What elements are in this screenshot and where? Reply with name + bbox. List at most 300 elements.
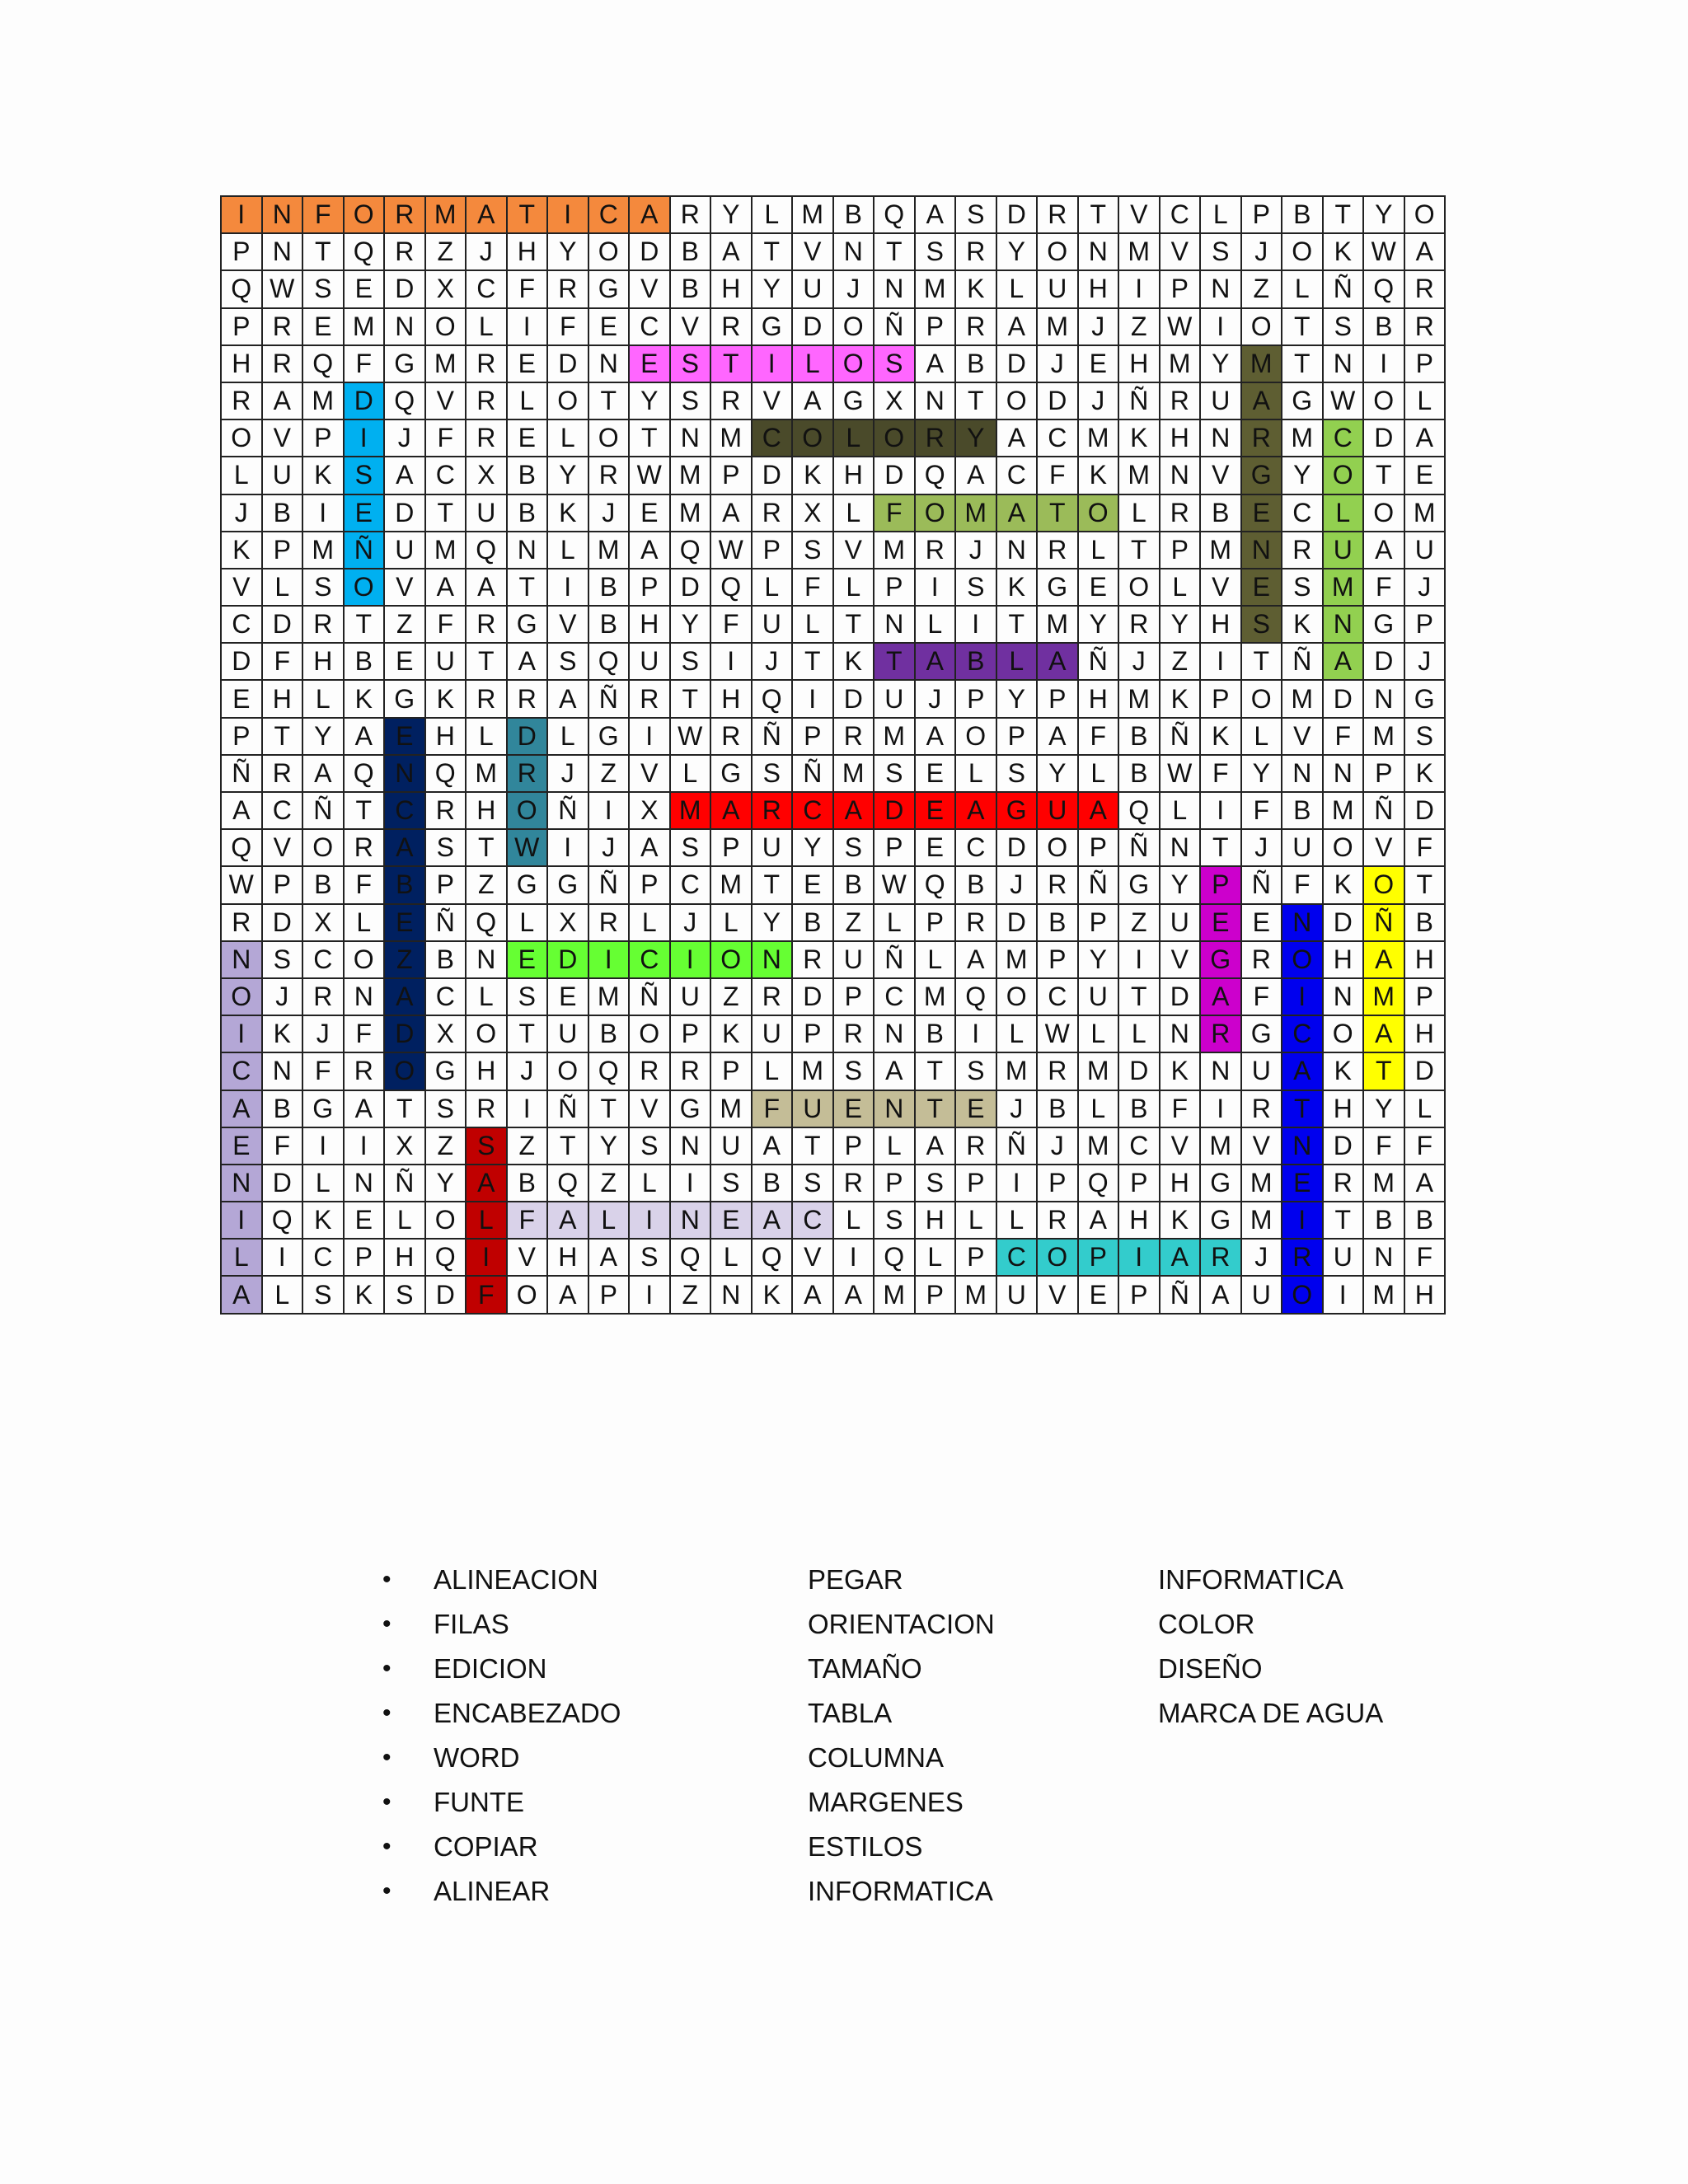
grid-cell: J — [1037, 1127, 1078, 1165]
grid-cell: U — [466, 494, 507, 532]
bullet-icon: • — [382, 1699, 392, 1727]
grid-row — [221, 1276, 1445, 1313]
grid-cell: B — [955, 345, 996, 382]
grid-cell: D — [1363, 419, 1404, 457]
grid-cell: L — [1160, 569, 1201, 606]
grid-cell: I — [1118, 1239, 1160, 1276]
grid-cell: K — [1160, 1202, 1201, 1239]
grid-cell: F — [344, 345, 385, 382]
grid-cell: L — [792, 606, 833, 643]
grid-cell: V — [547, 606, 588, 643]
grid-cell: B — [1404, 904, 1446, 941]
grid-cell: H — [629, 606, 670, 643]
grid-cell: P — [1078, 829, 1119, 866]
grid-cell: I — [1363, 345, 1404, 382]
grid-cell: A — [915, 345, 956, 382]
grid-cell: L — [996, 270, 1038, 307]
grid-cell: L — [1241, 718, 1282, 755]
grid-cell: B — [1200, 494, 1241, 532]
grid-cell: T — [425, 494, 467, 532]
grid-cell: S — [833, 1052, 874, 1090]
grid-cell: L — [874, 1127, 915, 1165]
grid-cell: O — [629, 1015, 670, 1052]
grid-cell: C — [1282, 1015, 1323, 1052]
grid-cell: H — [710, 270, 752, 307]
grid-cell: H — [1160, 1165, 1201, 1202]
grid-cell: B — [1037, 1090, 1078, 1127]
grid-cell: A — [629, 532, 670, 569]
grid-cell: I — [221, 1202, 262, 1239]
grid-cell: D — [344, 382, 385, 419]
grid-cell: R — [344, 1052, 385, 1090]
grid-cell: I — [344, 1127, 385, 1165]
grid-cell: H — [1078, 270, 1119, 307]
grid-cell: G — [507, 606, 548, 643]
grid-cell: Ñ — [1078, 643, 1119, 680]
grid-row — [221, 196, 1445, 233]
grid-cell: P — [1200, 866, 1241, 903]
grid-cell: I — [1282, 1202, 1323, 1239]
grid-cell: P — [1037, 680, 1078, 717]
word-list-item: • ENCABEZADO — [377, 1691, 621, 1736]
grid-cell: Y — [302, 718, 344, 755]
grid-cell: N — [1078, 233, 1119, 270]
grid-cell: K — [344, 1276, 385, 1313]
grid-cell: E — [629, 494, 670, 532]
grid-cell: K — [1078, 457, 1119, 494]
grid-cell: D — [507, 718, 548, 755]
grid-cell: P — [1078, 1239, 1119, 1276]
grid-row — [221, 718, 1445, 755]
grid-cell: O — [302, 829, 344, 866]
grid-cell: A — [915, 196, 956, 233]
grid-row — [221, 829, 1445, 866]
grid-cell: R — [262, 755, 303, 792]
grid-cell: L — [466, 308, 507, 345]
grid-cell: L — [752, 196, 793, 233]
grid-cell: L — [792, 345, 833, 382]
grid-cell: H — [221, 345, 262, 382]
grid-cell: M — [1200, 1127, 1241, 1165]
grid-cell: E — [1078, 569, 1119, 606]
grid-cell: L — [874, 904, 915, 941]
grid-cell: M — [588, 978, 630, 1015]
grid-cell: O — [547, 1052, 588, 1090]
word-list-item: INFORMATICA — [1158, 1564, 1343, 1595]
grid-cell: V — [670, 308, 711, 345]
grid-cell: C — [996, 1239, 1038, 1276]
grid-cell: H — [1118, 345, 1160, 382]
grid-cell: R — [302, 606, 344, 643]
grid-cell: N — [1282, 904, 1323, 941]
grid-row — [221, 1127, 1445, 1165]
grid-cell: I — [507, 308, 548, 345]
grid-cell: Q — [425, 755, 467, 792]
grid-cell: Q — [344, 233, 385, 270]
grid-cell: U — [1241, 1052, 1282, 1090]
grid-cell: R — [262, 345, 303, 382]
grid-cell: R — [1118, 606, 1160, 643]
grid-cell: I — [588, 792, 630, 829]
grid-cell: H — [1323, 1090, 1364, 1127]
grid-cell: H — [384, 1239, 425, 1276]
grid-cell: R — [221, 382, 262, 419]
grid-cell: P — [344, 1239, 385, 1276]
grid-cell: G — [1241, 457, 1282, 494]
grid-row — [221, 1090, 1445, 1127]
grid-cell: N — [221, 941, 262, 978]
word-list-item: TAMAÑO — [808, 1653, 922, 1684]
grid-cell: J — [1037, 345, 1078, 382]
grid-cell: S — [710, 1165, 752, 1202]
grid-cell: B — [670, 270, 711, 307]
grid-cell: Y — [588, 1127, 630, 1165]
grid-cell: S — [1200, 233, 1241, 270]
grid-cell: Ñ — [1241, 866, 1282, 903]
grid-cell: N — [588, 345, 630, 382]
grid-cell: L — [955, 1202, 996, 1239]
grid-cell: Z — [384, 606, 425, 643]
grid-cell: A — [384, 829, 425, 866]
grid-cell: O — [1363, 494, 1404, 532]
bullet-icon: • — [382, 1566, 392, 1593]
grid-cell: N — [384, 308, 425, 345]
grid-cell: N — [670, 1202, 711, 1239]
grid-cell: O — [792, 419, 833, 457]
grid-cell: P — [915, 904, 956, 941]
grid-cell: L — [547, 419, 588, 457]
grid-cell: I — [1200, 1090, 1241, 1127]
grid-cell: Y — [710, 196, 752, 233]
grid-cell: Ñ — [1118, 829, 1160, 866]
grid-cell: P — [833, 1127, 874, 1165]
word-list-item: • EDICION — [377, 1647, 621, 1691]
grid-cell: R — [915, 419, 956, 457]
word-list-column-3 — [1158, 1558, 1383, 1736]
grid-cell: T — [1282, 1090, 1323, 1127]
grid-cell: K — [302, 457, 344, 494]
grid-row — [221, 532, 1445, 569]
grid-cell: T — [752, 866, 793, 903]
grid-cell: Z — [1160, 643, 1201, 680]
grid-cell: Z — [1118, 308, 1160, 345]
grid-cell: R — [1241, 941, 1282, 978]
grid-cell: U — [996, 1276, 1038, 1313]
grid-cell: H — [302, 643, 344, 680]
grid-cell: A — [915, 718, 956, 755]
grid-cell: M — [792, 1052, 833, 1090]
grid-cell: X — [466, 457, 507, 494]
grid-cell: S — [1282, 569, 1323, 606]
grid-cell: Y — [955, 419, 996, 457]
grid-cell: R — [425, 792, 467, 829]
grid-cell: N — [1200, 270, 1241, 307]
grid-cell: Y — [1241, 755, 1282, 792]
grid-cell: O — [466, 1015, 507, 1052]
grid-cell: Z — [588, 755, 630, 792]
grid-cell: S — [752, 755, 793, 792]
grid-cell: A — [221, 1090, 262, 1127]
grid-cell: S — [955, 569, 996, 606]
grid-cell: P — [262, 532, 303, 569]
grid-cell: R — [955, 904, 996, 941]
grid-cell: L — [1323, 494, 1364, 532]
grid-cell: L — [262, 569, 303, 606]
grid-cell: Y — [425, 1165, 467, 1202]
grid-cell: K — [752, 1276, 793, 1313]
grid-cell: A — [221, 1276, 262, 1313]
grid-cell: H — [1404, 941, 1446, 978]
grid-cell: J — [547, 755, 588, 792]
grid-cell: U — [752, 829, 793, 866]
grid-cell: Z — [507, 1127, 548, 1165]
grid-cell: B — [262, 494, 303, 532]
grid-cell: M — [710, 866, 752, 903]
grid-cell: M — [1363, 978, 1404, 1015]
grid-cell: N — [874, 1090, 915, 1127]
grid-cell: A — [1160, 1239, 1201, 1276]
grid-cell: H — [425, 718, 467, 755]
grid-cell: Q — [752, 1239, 793, 1276]
grid-cell: M — [1037, 308, 1078, 345]
grid-cell: N — [1160, 457, 1201, 494]
grid-cell: D — [384, 270, 425, 307]
grid-cell: F — [1363, 1127, 1404, 1165]
grid-cell: G — [1241, 1015, 1282, 1052]
grid-cell: C — [792, 792, 833, 829]
word-list-item: ORIENTACION — [808, 1609, 995, 1639]
grid-cell: A — [344, 1090, 385, 1127]
grid-cell: Z — [425, 233, 467, 270]
grid-cell: S — [262, 941, 303, 978]
grid-cell: U — [710, 1127, 752, 1165]
grid-cell: K — [833, 643, 874, 680]
grid-cell: M — [955, 494, 996, 532]
grid-cell: G — [670, 1090, 711, 1127]
grid-cell: Q — [302, 345, 344, 382]
grid-cell: H — [710, 680, 752, 717]
grid-cell: R — [1241, 419, 1282, 457]
grid-cell: V — [1160, 941, 1201, 978]
grid-cell: U — [1037, 270, 1078, 307]
grid-cell: T — [1323, 1202, 1364, 1239]
grid-cell: T — [833, 606, 874, 643]
grid-cell: N — [1363, 1239, 1404, 1276]
grid-cell: B — [507, 1165, 548, 1202]
grid-cell: E — [588, 308, 630, 345]
grid-cell: X — [425, 1015, 467, 1052]
grid-cell: M — [302, 532, 344, 569]
grid-cell: J — [384, 419, 425, 457]
grid-cell: O — [996, 978, 1038, 1015]
grid-cell: W — [670, 718, 711, 755]
grid-cell: P — [629, 866, 670, 903]
grid-cell: F — [302, 196, 344, 233]
grid-cell: H — [1404, 1276, 1446, 1313]
grid-cell: P — [752, 532, 793, 569]
grid-cell: S — [670, 345, 711, 382]
grid-cell: T — [752, 233, 793, 270]
grid-cell: B — [1118, 755, 1160, 792]
grid-cell: N — [710, 1276, 752, 1313]
grid-cell: C — [384, 792, 425, 829]
grid-cell: Y — [1363, 1090, 1404, 1127]
grid-cell: O — [1363, 382, 1404, 419]
grid-cell: B — [1118, 1090, 1160, 1127]
grid-cell: O — [1241, 680, 1282, 717]
grid-cell: S — [792, 1165, 833, 1202]
grid-cell: P — [1241, 196, 1282, 233]
grid-cell: J — [262, 978, 303, 1015]
grid-cell: M — [302, 382, 344, 419]
grid-cell: P — [425, 866, 467, 903]
grid-cell: Q — [710, 569, 752, 606]
grid-cell: E — [1241, 904, 1282, 941]
grid-cell: A — [915, 643, 956, 680]
grid-cell: L — [915, 941, 956, 978]
grid-cell: U — [833, 941, 874, 978]
grid-cell: O — [1037, 1239, 1078, 1276]
grid-cell: N — [670, 1127, 711, 1165]
grid-cell: W — [1037, 1015, 1078, 1052]
grid-cell: N — [1323, 606, 1364, 643]
grid-cell: T — [955, 382, 996, 419]
grid-cell: D — [262, 606, 303, 643]
grid-cell: M — [425, 196, 467, 233]
grid-cell: I — [710, 643, 752, 680]
word-list-item: • ALINEAR — [377, 1869, 621, 1914]
grid-cell: Q — [384, 382, 425, 419]
grid-cell: J — [588, 494, 630, 532]
grid-cell: M — [1363, 1165, 1404, 1202]
grid-cell: W — [1160, 308, 1201, 345]
grid-cell: L — [710, 904, 752, 941]
grid-cell: Ñ — [1282, 643, 1323, 680]
grid-cell: A — [1363, 941, 1404, 978]
grid-cell: O — [1363, 866, 1404, 903]
grid-cell: O — [507, 792, 548, 829]
grid-cell: Y — [1037, 755, 1078, 792]
grid-cell: Z — [833, 904, 874, 941]
grid-cell: A — [1241, 382, 1282, 419]
grid-cell: I — [996, 1165, 1038, 1202]
grid-cell: O — [588, 233, 630, 270]
grid-cell: A — [1363, 1015, 1404, 1052]
grid-cell: O — [1323, 829, 1364, 866]
grid-cell: Q — [221, 270, 262, 307]
grid-cell: R — [507, 680, 548, 717]
grid-cell: Ñ — [1363, 792, 1404, 829]
grid-cell: T — [588, 382, 630, 419]
grid-cell: D — [1323, 680, 1364, 717]
grid-cell: Ñ — [221, 755, 262, 792]
bullet-icon: • — [382, 1877, 392, 1905]
grid-cell: L — [384, 1202, 425, 1239]
grid-cell: L — [466, 718, 507, 755]
grid-cell: I — [1200, 792, 1241, 829]
grid-cell: O — [1282, 941, 1323, 978]
grid-cell: B — [915, 1015, 956, 1052]
grid-cell: F — [262, 643, 303, 680]
grid-cell: R — [1323, 1165, 1364, 1202]
grid-cell: J — [752, 643, 793, 680]
grid-cell: V — [1160, 233, 1201, 270]
grid-cell: I — [670, 941, 711, 978]
grid-cell: R — [507, 755, 548, 792]
grid-cell: B — [833, 196, 874, 233]
grid-cell: Q — [588, 1052, 630, 1090]
grid-cell: O — [425, 308, 467, 345]
word-list-item: ESTILOS — [808, 1831, 923, 1862]
grid-cell: F — [262, 1127, 303, 1165]
grid-cell: M — [1241, 1202, 1282, 1239]
grid-cell: N — [1241, 532, 1282, 569]
grid-cell: R — [710, 382, 752, 419]
grid-cell: A — [1037, 643, 1078, 680]
grid-cell: R — [1037, 866, 1078, 903]
grid-cell: X — [425, 270, 467, 307]
grid-cell: O — [1282, 233, 1323, 270]
grid-cell: C — [1323, 419, 1364, 457]
grid-cell: S — [302, 569, 344, 606]
grid-cell: P — [915, 308, 956, 345]
grid-cell: Q — [670, 1239, 711, 1276]
grid-cell: U — [1323, 1239, 1364, 1276]
grid-cell: T — [507, 196, 548, 233]
grid-cell: F — [1241, 978, 1282, 1015]
grid-cell: Q — [752, 680, 793, 717]
grid-cell: B — [302, 866, 344, 903]
grid-cell: U — [792, 1090, 833, 1127]
grid-cell: V — [1200, 569, 1241, 606]
grid-cell: B — [507, 494, 548, 532]
grid-row — [221, 382, 1445, 419]
grid-cell: M — [915, 978, 956, 1015]
grid-cell: L — [996, 643, 1038, 680]
grid-cell: J — [1118, 643, 1160, 680]
bullet-icon: • — [382, 1610, 392, 1638]
grid-cell: R — [1241, 1090, 1282, 1127]
grid-cell: M — [996, 1052, 1038, 1090]
grid-cell: F — [507, 270, 548, 307]
grid-cell: E — [955, 1090, 996, 1127]
grid-cell: E — [710, 1202, 752, 1239]
grid-cell: T — [1078, 196, 1119, 233]
grid-cell: X — [302, 904, 344, 941]
grid-cell: P — [710, 1052, 752, 1090]
grid-cell: O — [588, 419, 630, 457]
grid-cell: L — [547, 718, 588, 755]
grid-cell: P — [1118, 1276, 1160, 1313]
grid-cell: S — [915, 233, 956, 270]
grid-cell: Y — [547, 233, 588, 270]
grid-cell: J — [996, 866, 1038, 903]
grid-cell: S — [1241, 606, 1282, 643]
grid-cell: E — [547, 978, 588, 1015]
grid-cell: D — [384, 494, 425, 532]
grid-cell: F — [1037, 457, 1078, 494]
grid-cell: Q — [1118, 792, 1160, 829]
grid-cell: L — [466, 1202, 507, 1239]
grid-cell: A — [1200, 1276, 1241, 1313]
grid-cell: Z — [670, 1276, 711, 1313]
word-list-item: DISEÑO — [1158, 1653, 1263, 1684]
grid-cell: B — [588, 1015, 630, 1052]
grid-cell: F — [425, 419, 467, 457]
grid-cell: G — [1200, 1202, 1241, 1239]
word-list-item: INFORMATICA — [808, 1876, 993, 1906]
grid-cell: R — [344, 829, 385, 866]
